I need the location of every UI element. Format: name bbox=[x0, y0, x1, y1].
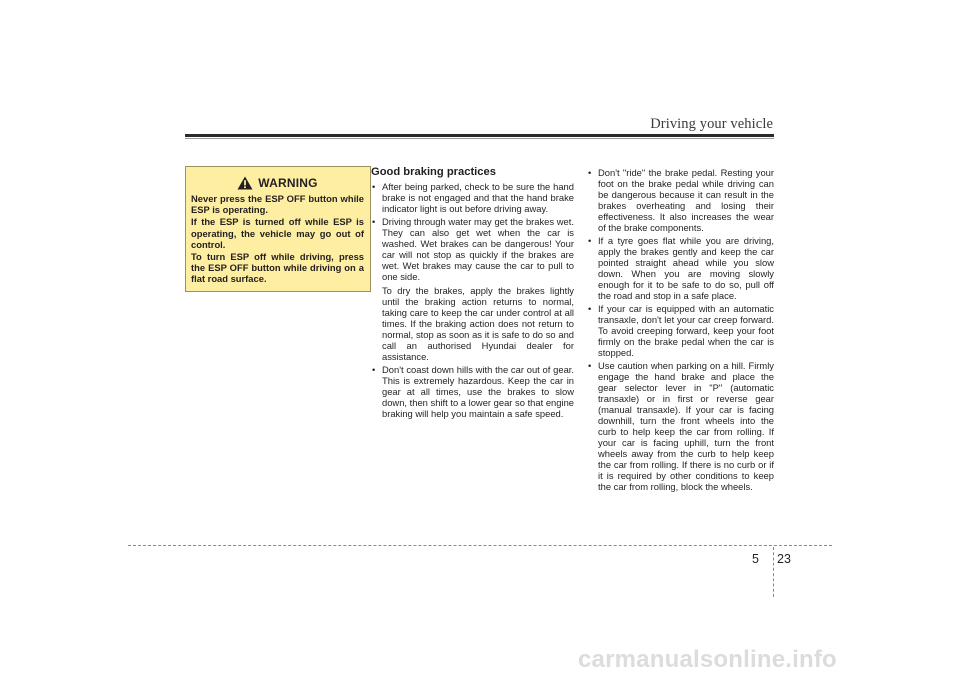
list-item-text: After being parked, check to be sure the hand brake is not engaged and that the hand brake indicator light is out before driving away. bbox=[382, 181, 574, 214]
bullet-marker: • bbox=[588, 167, 592, 178]
bullet-marker: • bbox=[588, 235, 592, 246]
list-item bbox=[587, 235, 774, 301]
warning-paragraph: If the ESP is turned off while ESP is operating, the vehicle may go out of control. bbox=[191, 216, 364, 250]
middle-bullet-list bbox=[371, 181, 574, 419]
list-item bbox=[371, 364, 574, 419]
footer-divider bbox=[128, 545, 832, 546]
bullet-marker: • bbox=[372, 364, 376, 375]
list-item-text: Don't coast down hills with the car out of gear. This is extremely hazardous. Keep the car in gear at all times, use the brakes to slow down, then shift to a lower gear so that engine braking will help you maintain a safe speed. bbox=[382, 364, 574, 419]
list-item-text: Don't "ride" the brake pedal. Resting your foot on the brake pedal while driving can be dangerous because it can result in the brakes overheating and losing their effectiveness. It also increases the wear of the brake components. bbox=[598, 167, 774, 233]
middle-column bbox=[371, 166, 574, 421]
header-rule-thin bbox=[185, 138, 774, 139]
warning-triangle-icon bbox=[237, 176, 253, 190]
list-item bbox=[587, 360, 774, 492]
bullet-marker: • bbox=[372, 216, 376, 227]
warning-box bbox=[185, 166, 371, 292]
list-item-subtext: To dry the brakes, apply the brakes lightly until the braking action returns to normal, taking care to keep the car under control at all times. If the braking action does not return to normal, stop as soon as it is safe to do so and call an authorised Hyundai dealer for assistance. bbox=[382, 285, 574, 362]
right-bullet-list bbox=[587, 167, 774, 492]
warning-header bbox=[191, 175, 364, 190]
warning-paragraph: To turn ESP off while driving, press the ESP OFF button while driving on a flat road surface. bbox=[191, 251, 364, 285]
section-header-title: Driving your vehicle bbox=[650, 116, 773, 132]
header-rule bbox=[185, 134, 774, 137]
bullet-marker: • bbox=[588, 360, 592, 371]
watermark: carmanualsonline.info bbox=[578, 646, 837, 673]
right-column bbox=[587, 167, 774, 494]
list-item bbox=[371, 181, 574, 214]
warning-paragraph: Never press the ESP OFF button while ESP is operating. bbox=[191, 193, 364, 216]
list-item bbox=[371, 216, 574, 362]
bullet-marker: • bbox=[588, 303, 592, 314]
list-item-text: If a tyre goes flat while you are driving, apply the brakes gently and keep the car pointed straight ahead while you slow down. When you are moving slowly enough for it to be safe to do so, pull off the road and stop in a safe place. bbox=[598, 235, 774, 301]
section-heading: Good braking practices bbox=[371, 166, 496, 178]
bullet-marker: • bbox=[372, 181, 376, 192]
list-item-text: Driving through water may get the brakes wet. They can also get wet when the car is washed. Wet brakes can be dangerous! Your car will not stop as quickly if the brakes are wet. Wet brakes may cause the car to pull to one side. bbox=[382, 216, 574, 282]
list-item bbox=[587, 167, 774, 233]
page-number: 23 bbox=[777, 552, 791, 566]
list-item bbox=[587, 303, 774, 358]
footer-vertical-divider bbox=[773, 547, 774, 597]
list-item-text: Use caution when parking on a hill. Firmly engage the hand brake and place the gear selector lever in "P" (automatic transaxle) or in first or reverse gear (manual transaxle). If your car is facing downhill, turn the front wheels into the curb to help keep the car from rolling. If your car is facing uphill, turn the front wheels away from the curb to help keep the car from rolling. If there is no curb or if it is required by other conditions to keep the car from rolling, block the wheels. bbox=[598, 360, 774, 492]
list-item-text: If your car is equipped with an automatic transaxle, don't let your car creep forward. To avoid creeping forward, keep your foot firmly on the brake pedal when the car is stopped. bbox=[598, 303, 774, 358]
warning-title: WARNING bbox=[258, 175, 318, 190]
chapter-number: 5 bbox=[752, 552, 759, 566]
